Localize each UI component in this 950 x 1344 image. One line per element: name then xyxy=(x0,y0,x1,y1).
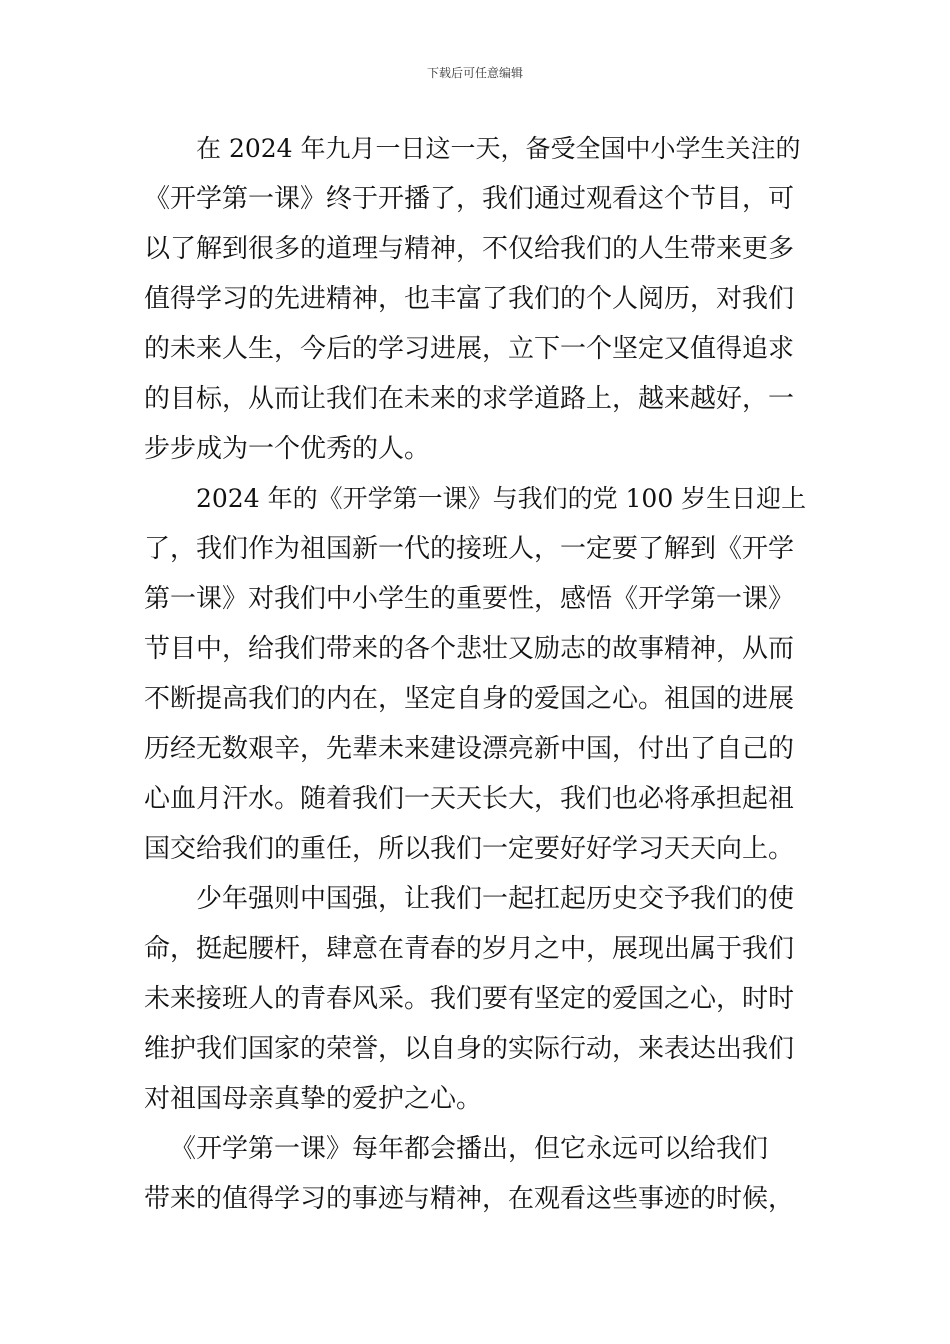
paragraph-2-line-3: 第一课》对我们中小学生的重要性，感悟《开学第一课》 xyxy=(144,584,795,614)
paragraph-4-line-1: 《开学第一课》每年都会播出，但它永远可以给我们 xyxy=(170,1134,769,1164)
paragraph-2-line-1: 2024 年的《开学第一课》与我们的党 100 岁生日迎上 xyxy=(196,484,807,513)
paragraph-2-line-2: 了，我们作为祖国新一代的接班人，一定要了解到《开学 xyxy=(144,534,795,564)
paragraph-3-line-5: 对祖国母亲真挚的爱护之心。 xyxy=(144,1084,483,1114)
paragraph-2-line-4: 节目中，给我们带来的各个悲壮又励志的故事精神，从而 xyxy=(144,634,795,664)
paragraph-3-line-2: 命，挺起腰杆，肆意在青春的岁月之中，展现出属于我们 xyxy=(144,934,795,964)
paragraph-3-line-3: 未来接班人的青春风采。我们要有坚定的爱国之心，时时 xyxy=(144,984,795,1014)
paragraph-2-line-8: 国交给我们的重任，所以我们一定要好好学习天天向上。 xyxy=(144,834,795,864)
paragraph-1-line-6: 的目标，从而让我们在未来的求学道路上，越来越好，一 xyxy=(144,384,795,414)
paragraph-1-line-1: 在 2024 年九月一日这一天，备受全国中小学生关注的 xyxy=(196,134,801,163)
paragraph-1-line-4: 值得学习的先进精神，也丰富了我们的个人阅历，对我们 xyxy=(144,284,795,314)
page-header: 下载后可任意编辑 xyxy=(426,66,523,80)
paragraph-2-line-5: 不断提高我们的内在，坚定自身的爱国之心。祖国的进展 xyxy=(144,684,795,714)
paragraph-2-line-6: 历经无数艰辛，先辈未来建设漂亮新中国，付出了自己的 xyxy=(144,734,795,764)
paragraph-2-line-7: 心血月汗水。随着我们一天天长大，我们也必将承担起祖 xyxy=(144,784,795,814)
paragraph-3-line-1: 少年强则中国强，让我们一起扛起历史交予我们的使 xyxy=(196,884,795,914)
paragraph-3-line-4: 维护我们国家的荣誉，以自身的实际行动，来表达出我们 xyxy=(144,1034,795,1064)
paragraph-1-line-7: 步步成为一个优秀的人。 xyxy=(144,434,431,464)
paragraph-1-line-5: 的未来人生，今后的学习进展，立下一个坚定又值得追求 xyxy=(144,334,795,364)
paragraph-1-line-2: 《开学第一课》终于开播了，我们通过观看这个节目，可 xyxy=(144,184,795,214)
paragraph-1-line-3: 以了解到很多的道理与精神，不仅给我们的人生带来更多 xyxy=(144,234,795,264)
paragraph-4-line-2: 带来的值得学习的事迹与精神，在观看这些事迹的时候， xyxy=(144,1184,795,1214)
